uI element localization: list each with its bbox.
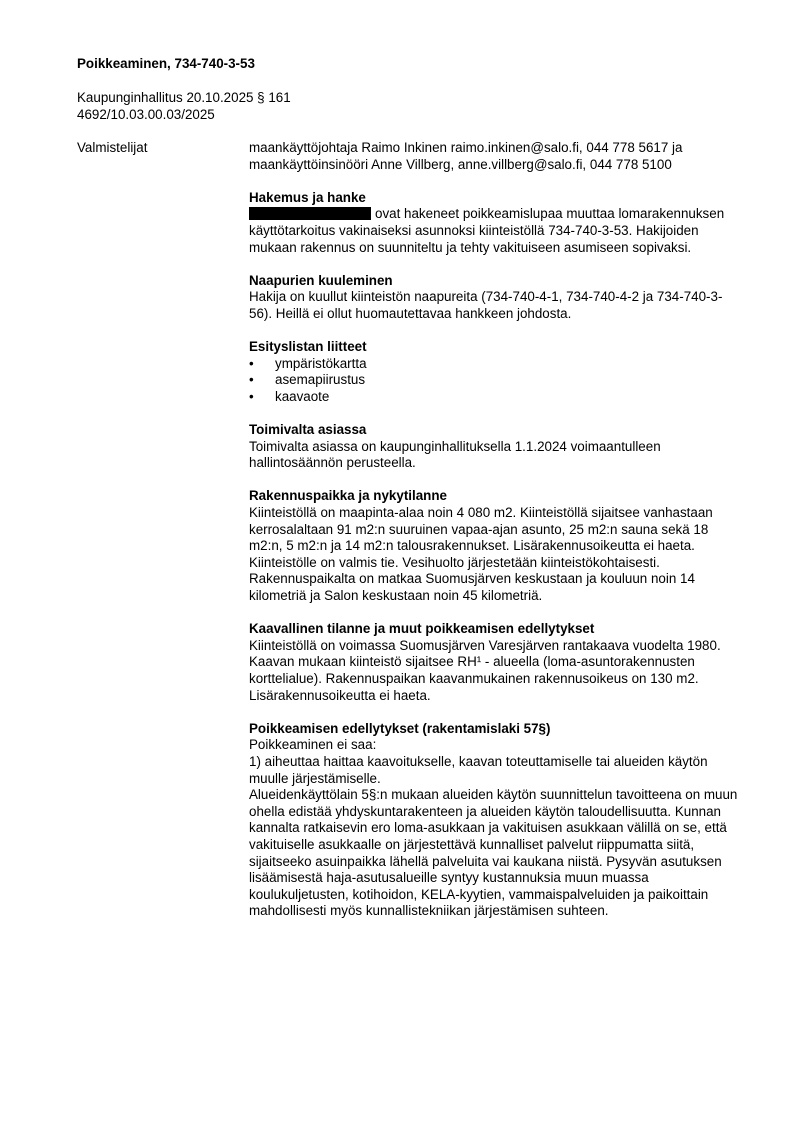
case-number: 4692/10.03.00.03/2025 <box>77 106 215 122</box>
hakemus-text <box>249 206 741 256</box>
section-liitteet <box>249 339 741 405</box>
meeting-info <box>77 90 291 123</box>
meeting-line: Kaupunginhallitus 20.10.2025 § 161 <box>77 90 291 105</box>
heading-liitteet: Esityslistan liitteet <box>249 339 367 355</box>
preparers-line-1: maankäyttöjohtaja Raimo Inkinen raimo.inkinen@salo.fi, 044 778 5617 ja <box>249 140 683 155</box>
heading-edellytykset: Poikkeamisen edellytykset (rakentamislaki 57§) <box>249 720 551 736</box>
redaction-block <box>249 207 371 220</box>
section-toimivalta <box>249 422 741 472</box>
preparers-line-2: maankäyttöinsinööri Anne Villberg, anne.villberg@salo.fi, 044 778 5100 <box>249 156 672 172</box>
section-rakennuspaikka <box>249 488 741 604</box>
heading-kaavallinen: Kaavallinen tilanne ja muut poikkeamisen edellytykset <box>249 621 595 637</box>
heading-hakemus: Hakemus ja hanke <box>249 189 366 205</box>
preparers-label: Valmistelijat <box>77 140 148 155</box>
heading-toimivalta: Toimivalta asiassa <box>249 422 367 438</box>
hakemus-first-line: ovat hakeneet poikkeamislupaa muuttaa <box>375 206 615 222</box>
toimivalta-text: Toimivalta asiassa on kaupunginhallituksella 1.1.2024 voimaantulleen hallintosäännön perusteella. <box>249 438 661 471</box>
heading-naapurit: Naapurien kuuleminen <box>249 272 393 288</box>
attachment-label: kaavaote <box>275 388 330 404</box>
section-edellytykset <box>249 721 741 920</box>
bullet-icon: • <box>249 355 254 371</box>
document-title: Poikkeaminen, 734-740-3-53 <box>77 56 255 71</box>
rakennuspaikka-p2: Kiinteistölle on valmis tie. Vesihuolto järjestetään kiinteistökohtaisesti. Rakennuspaikalta on matkaa Suomusjärven keskustaan ja kouluun noin 14 kilometriä ja Salon keskustaan noin 45 kilometriä. <box>249 554 695 604</box>
attachment-label: ympäristökartta <box>275 355 367 371</box>
section-naapurit <box>249 273 741 323</box>
list-item <box>249 389 741 406</box>
section-kaavallinen <box>249 621 741 704</box>
list-item <box>249 356 741 373</box>
hakemus-rest: lomarakennuksen käyttötarkoitus vakinaiseksi asunnoksi kiinteistöllä 734-740-3-53. Hakijoiden mukaan rakennus on suunniteltu ja tehty vakituiseen asumiseen sopivaksi. <box>249 206 725 255</box>
bullet-icon: • <box>249 388 254 404</box>
naapurit-text: Hakija on kuullut kiinteistön naapureita (734-740-4-1, 734-740-4-2 ja 734-740-3-56). Heillä ei ollut huomautettavaa hankkeen johdosta. <box>249 289 723 321</box>
edellytykset-point1: 1) aiheuttaa haittaa kaavoitukselle, kaavan toteuttamiselle tai alueiden käytön muulle järjestämiselle. <box>249 753 708 786</box>
section-hakemus <box>249 190 741 256</box>
heading-rakennuspaikka: Rakennuspaikka ja nykytilanne <box>249 488 447 504</box>
attachment-list <box>249 356 741 406</box>
edellytykset-intro: Poikkeaminen ei saa: <box>249 737 377 753</box>
rakennuspaikka-p1: Kiinteistöllä on maapinta-alaa noin 4 080 m2. Kiinteistöllä sijaitsee vanhastaan kerrosalaltaan 91 m2:n suuruinen vapaa-ajan asunto, 25 m2:n sauna sekä 18 m2:n, 5 m2:n ja 14 m2:n talousrakennukset. Lisärakennusoikeutta ei haeta. <box>249 505 713 554</box>
document-body <box>249 140 741 920</box>
bullet-icon: • <box>249 372 254 388</box>
kaavallinen-p1: Kiinteistöllä on voimassa Suomusjärven Varesjärven rantakaava vuodelta 1980. Kaavan mukaan kiinteistö sijaitsee RH¹ - alueella (loma-asuntorakennusten korttelialue). Rakennuspaikan kaavanmukainen rakennusoikeus on 130 m2. Lisärakennusoikeutta ei haeta. <box>249 637 721 703</box>
attachment-label: asemapiirustus <box>275 372 366 388</box>
list-item <box>249 372 741 389</box>
edellytykset-p2: Alueidenkäyttölain 5§:n mukaan alueiden käytön suunnittelun tavoitteena on muun ohella edistää yhdyskuntarakenteen ja alueiden käytön taloudellisuutta. Kunnan kannalta ratkaisevin ero loma-asukkaan ja vakituisen asukkaan välillä on se, että vakituiselle asukkaalle on järjestettävä kunnalliset palvelut riippumatta siitä, sijaitseeko asuinpaikka lähellä palveluita vai kaukana niistä. Pysyvän asutuksen lisäämisestä haja-asutusalueille syntyy kustannuksia muun muassa koulukuljetusten, kotihoidon, KELA-kyytien, vammaispalveluiden ja paikoittain mahdollisesti myös kunnallistekniikan järjestämisen suhteen. <box>249 787 738 919</box>
